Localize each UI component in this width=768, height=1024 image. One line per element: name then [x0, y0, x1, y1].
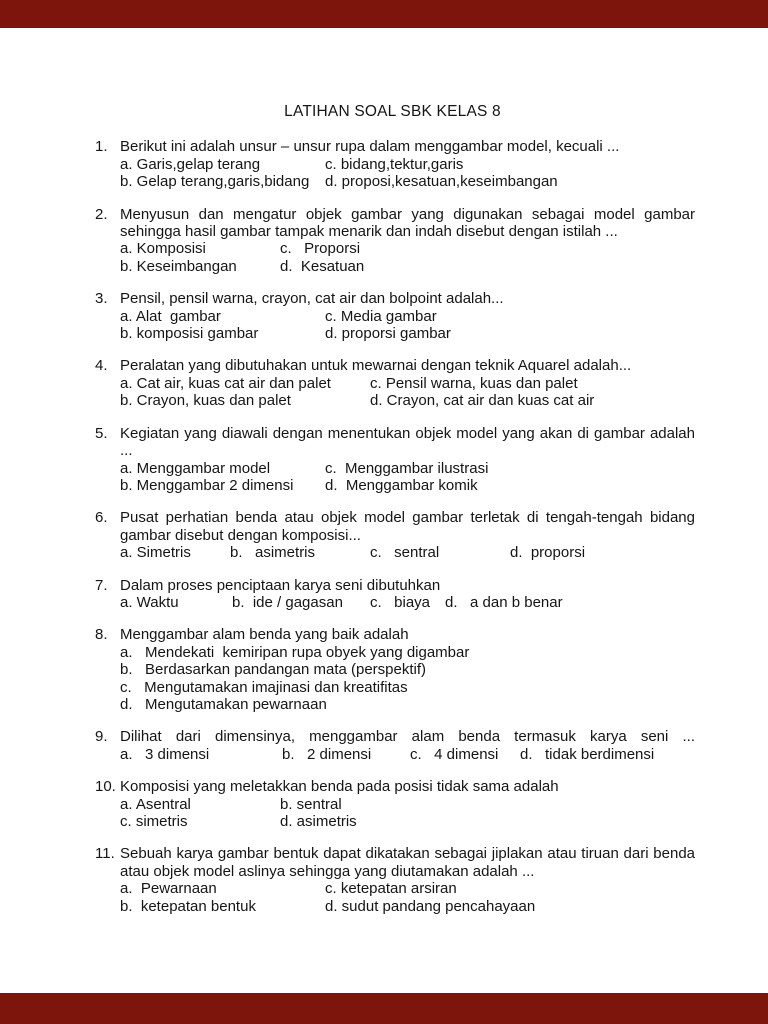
- option: d. Kesatuan: [280, 257, 365, 275]
- question-text: Komposisi yang meletakkan benda pada posisi tidak sama adalah: [120, 778, 559, 796]
- question-text: Pensil, pensil warna, crayon, cat air dan bolpoint adalah...: [120, 290, 504, 308]
- option-row: [120, 644, 695, 661]
- question-number: 4.: [95, 357, 108, 375]
- option: a. Menggambar model: [120, 459, 271, 477]
- question-body: [120, 577, 695, 612]
- option: b. asimetris: [230, 544, 316, 562]
- option: a. Asentral: [120, 795, 191, 813]
- question-body: [120, 845, 695, 915]
- question-text: Pusat perhatian benda atau objek model gambar terletak di tengah-tengah bidang gambar disebut dengan komposisi...: [120, 509, 695, 544]
- viewer-chrome-bottom-bar: [0, 993, 768, 1024]
- option: b. komposisi gambar: [120, 325, 259, 343]
- option-row: [120, 813, 695, 830]
- option: b. Keseimbangan: [120, 257, 237, 275]
- question-options: [120, 240, 695, 275]
- question-item: [95, 728, 695, 763]
- question-number: 7.: [95, 576, 108, 594]
- option: d. Mengutamakan pewarnaan: [120, 695, 327, 713]
- question-body: [120, 728, 695, 763]
- question-body: [120, 626, 695, 713]
- question-body: [120, 509, 695, 561]
- question-number: 8.: [95, 626, 108, 644]
- option-row: [120, 661, 695, 678]
- viewer-chrome-top-bar: [0, 0, 768, 28]
- option: d. proporsi gambar: [325, 325, 451, 343]
- question-number: 1.: [95, 138, 108, 156]
- option-row: [120, 477, 695, 494]
- option-row: [120, 392, 695, 409]
- option-row: [120, 375, 695, 392]
- question-number: 9.: [95, 728, 108, 746]
- option: a. Garis,gelap terang: [120, 155, 261, 173]
- question-options: [120, 796, 695, 831]
- option: d. a dan b benar: [445, 593, 563, 611]
- option: d. Menggambar komik: [325, 476, 478, 494]
- option: a. Waktu: [120, 593, 179, 611]
- option: c. Mengutamakan imajinasi dan kreatifitas: [120, 678, 408, 696]
- question-item: [95, 626, 690, 713]
- option: d. proporsi: [510, 544, 586, 562]
- option-row: [120, 258, 695, 275]
- question-text: Berikut ini adalah unsur – unsur rupa dalam menggambar model, kecuali ...: [120, 138, 620, 156]
- document-page: [0, 28, 768, 993]
- question-body: [120, 206, 695, 276]
- option: a. Alat gambar: [120, 307, 221, 325]
- option: c. sentral: [370, 544, 440, 562]
- option-row: [120, 240, 695, 257]
- question-options: [120, 460, 695, 495]
- option: c. bidang,tektur,garis: [325, 155, 464, 173]
- question-text: Dilihat dari dimensinya, menggambar alam benda termasuk karya seni ...: [120, 728, 695, 746]
- question-options: [120, 880, 695, 915]
- question-text: Peralatan yang dibutuhakan untuk mewarnai dengan teknik Aquarel adalah...: [120, 357, 632, 375]
- option: c. ketepatan arsiran: [325, 880, 457, 898]
- option: a. Cat air, kuas cat air dan palet: [120, 374, 331, 392]
- question-options: [120, 375, 695, 410]
- question-body: [120, 425, 695, 495]
- question-item: [95, 778, 690, 830]
- option: d. tidak berdimensi: [520, 745, 655, 763]
- question-text: Dalam proses penciptaan karya seni dibutuhkan: [120, 576, 441, 594]
- question-item: [95, 424, 695, 495]
- question-options: [120, 594, 695, 611]
- option: a. Mendekati kemiripan rupa obyek yang digambar: [120, 643, 470, 661]
- option: a. Komposisi: [120, 240, 206, 258]
- option-row: [120, 156, 695, 173]
- option-row: [120, 696, 695, 713]
- question-options: [120, 308, 695, 343]
- option: b. ide / gagasan: [232, 593, 343, 611]
- question-item: [95, 138, 690, 190]
- option: d. proposi,kesatuan,keseimbangan: [325, 173, 558, 191]
- question-number: 10.: [95, 778, 116, 796]
- option-row: [120, 544, 695, 561]
- question-options: [120, 544, 695, 561]
- question-item: [95, 357, 690, 409]
- option: b. Gelap terang,garis,bidang: [120, 173, 310, 191]
- option: a. Pewarnaan: [120, 880, 217, 898]
- question-number: 2.: [95, 205, 108, 223]
- question-number: 6.: [95, 509, 108, 527]
- option: c. simetris: [120, 813, 188, 830]
- question-options: [120, 746, 695, 763]
- option: d. asimetris: [280, 813, 357, 830]
- option: b. 2 dimensi: [282, 745, 372, 763]
- option-row: [120, 796, 695, 813]
- question-item: [95, 845, 695, 915]
- question-number: 3.: [95, 290, 108, 308]
- question-body: [120, 357, 695, 409]
- question-body: [120, 778, 695, 830]
- question-text: Menggambar alam benda yang baik adalah: [120, 626, 409, 644]
- option: a. Simetris: [120, 544, 191, 562]
- question-number: 5.: [95, 424, 108, 442]
- option-row: [120, 460, 695, 477]
- option: c. Proporsi: [280, 240, 361, 258]
- questions: [95, 138, 695, 915]
- option: b. Menggambar 2 dimensi: [120, 476, 294, 494]
- option-row: [120, 880, 695, 897]
- question-body: [120, 138, 695, 190]
- option: c. Menggambar ilustrasi: [325, 459, 489, 477]
- option: b. sentral: [280, 795, 342, 813]
- option: b. ketepatan bentuk: [120, 897, 256, 915]
- option-row: [120, 746, 695, 763]
- question-text: Sebuah karya gambar bentuk dapat dikatakan sebagai jiplakan atau tiruan dari benda atau objek model aslinya sehingga yang diutamakan adalah ...: [120, 845, 695, 880]
- option-row: [120, 679, 695, 696]
- question-item: [95, 509, 695, 562]
- question-body: [120, 290, 695, 342]
- option-row: [120, 325, 695, 342]
- option-row: [120, 898, 695, 915]
- question-number: 11.: [95, 845, 115, 863]
- option: d. Crayon, cat air dan kuas cat air: [370, 392, 595, 410]
- question-text: Kegiatan yang diawali dengan menentukan objek model yang akan di gambar adalah ...: [120, 424, 695, 460]
- option-row: [120, 308, 695, 325]
- page-title: LATIHAN SOAL SBK KELAS 8: [284, 103, 501, 120]
- question-item: [95, 577, 690, 612]
- option: b. Crayon, kuas dan palet: [120, 392, 291, 410]
- question-options: [120, 156, 695, 191]
- option: b. Berdasarkan pandangan mata (perspektif): [120, 661, 427, 679]
- question-item: [95, 205, 695, 276]
- question-options: [120, 644, 695, 714]
- option-row: [120, 173, 695, 190]
- option: c. biaya: [370, 593, 431, 611]
- question-text: Menyusun dan mengatur objek gambar yang digunakan sebagai model gambar sehingga hasil gambar tampak menarik dan indah disebut dengan istilah ...: [120, 205, 695, 241]
- question-item: [95, 290, 690, 342]
- option-row: [120, 594, 695, 611]
- option: c. Media gambar: [325, 307, 437, 325]
- option: a. 3 dimensi: [120, 745, 210, 763]
- option: c. Pensil warna, kuas dan palet: [370, 374, 578, 392]
- option: c. 4 dimensi: [410, 745, 499, 763]
- option: d. sudut pandang pencahayaan: [325, 897, 536, 915]
